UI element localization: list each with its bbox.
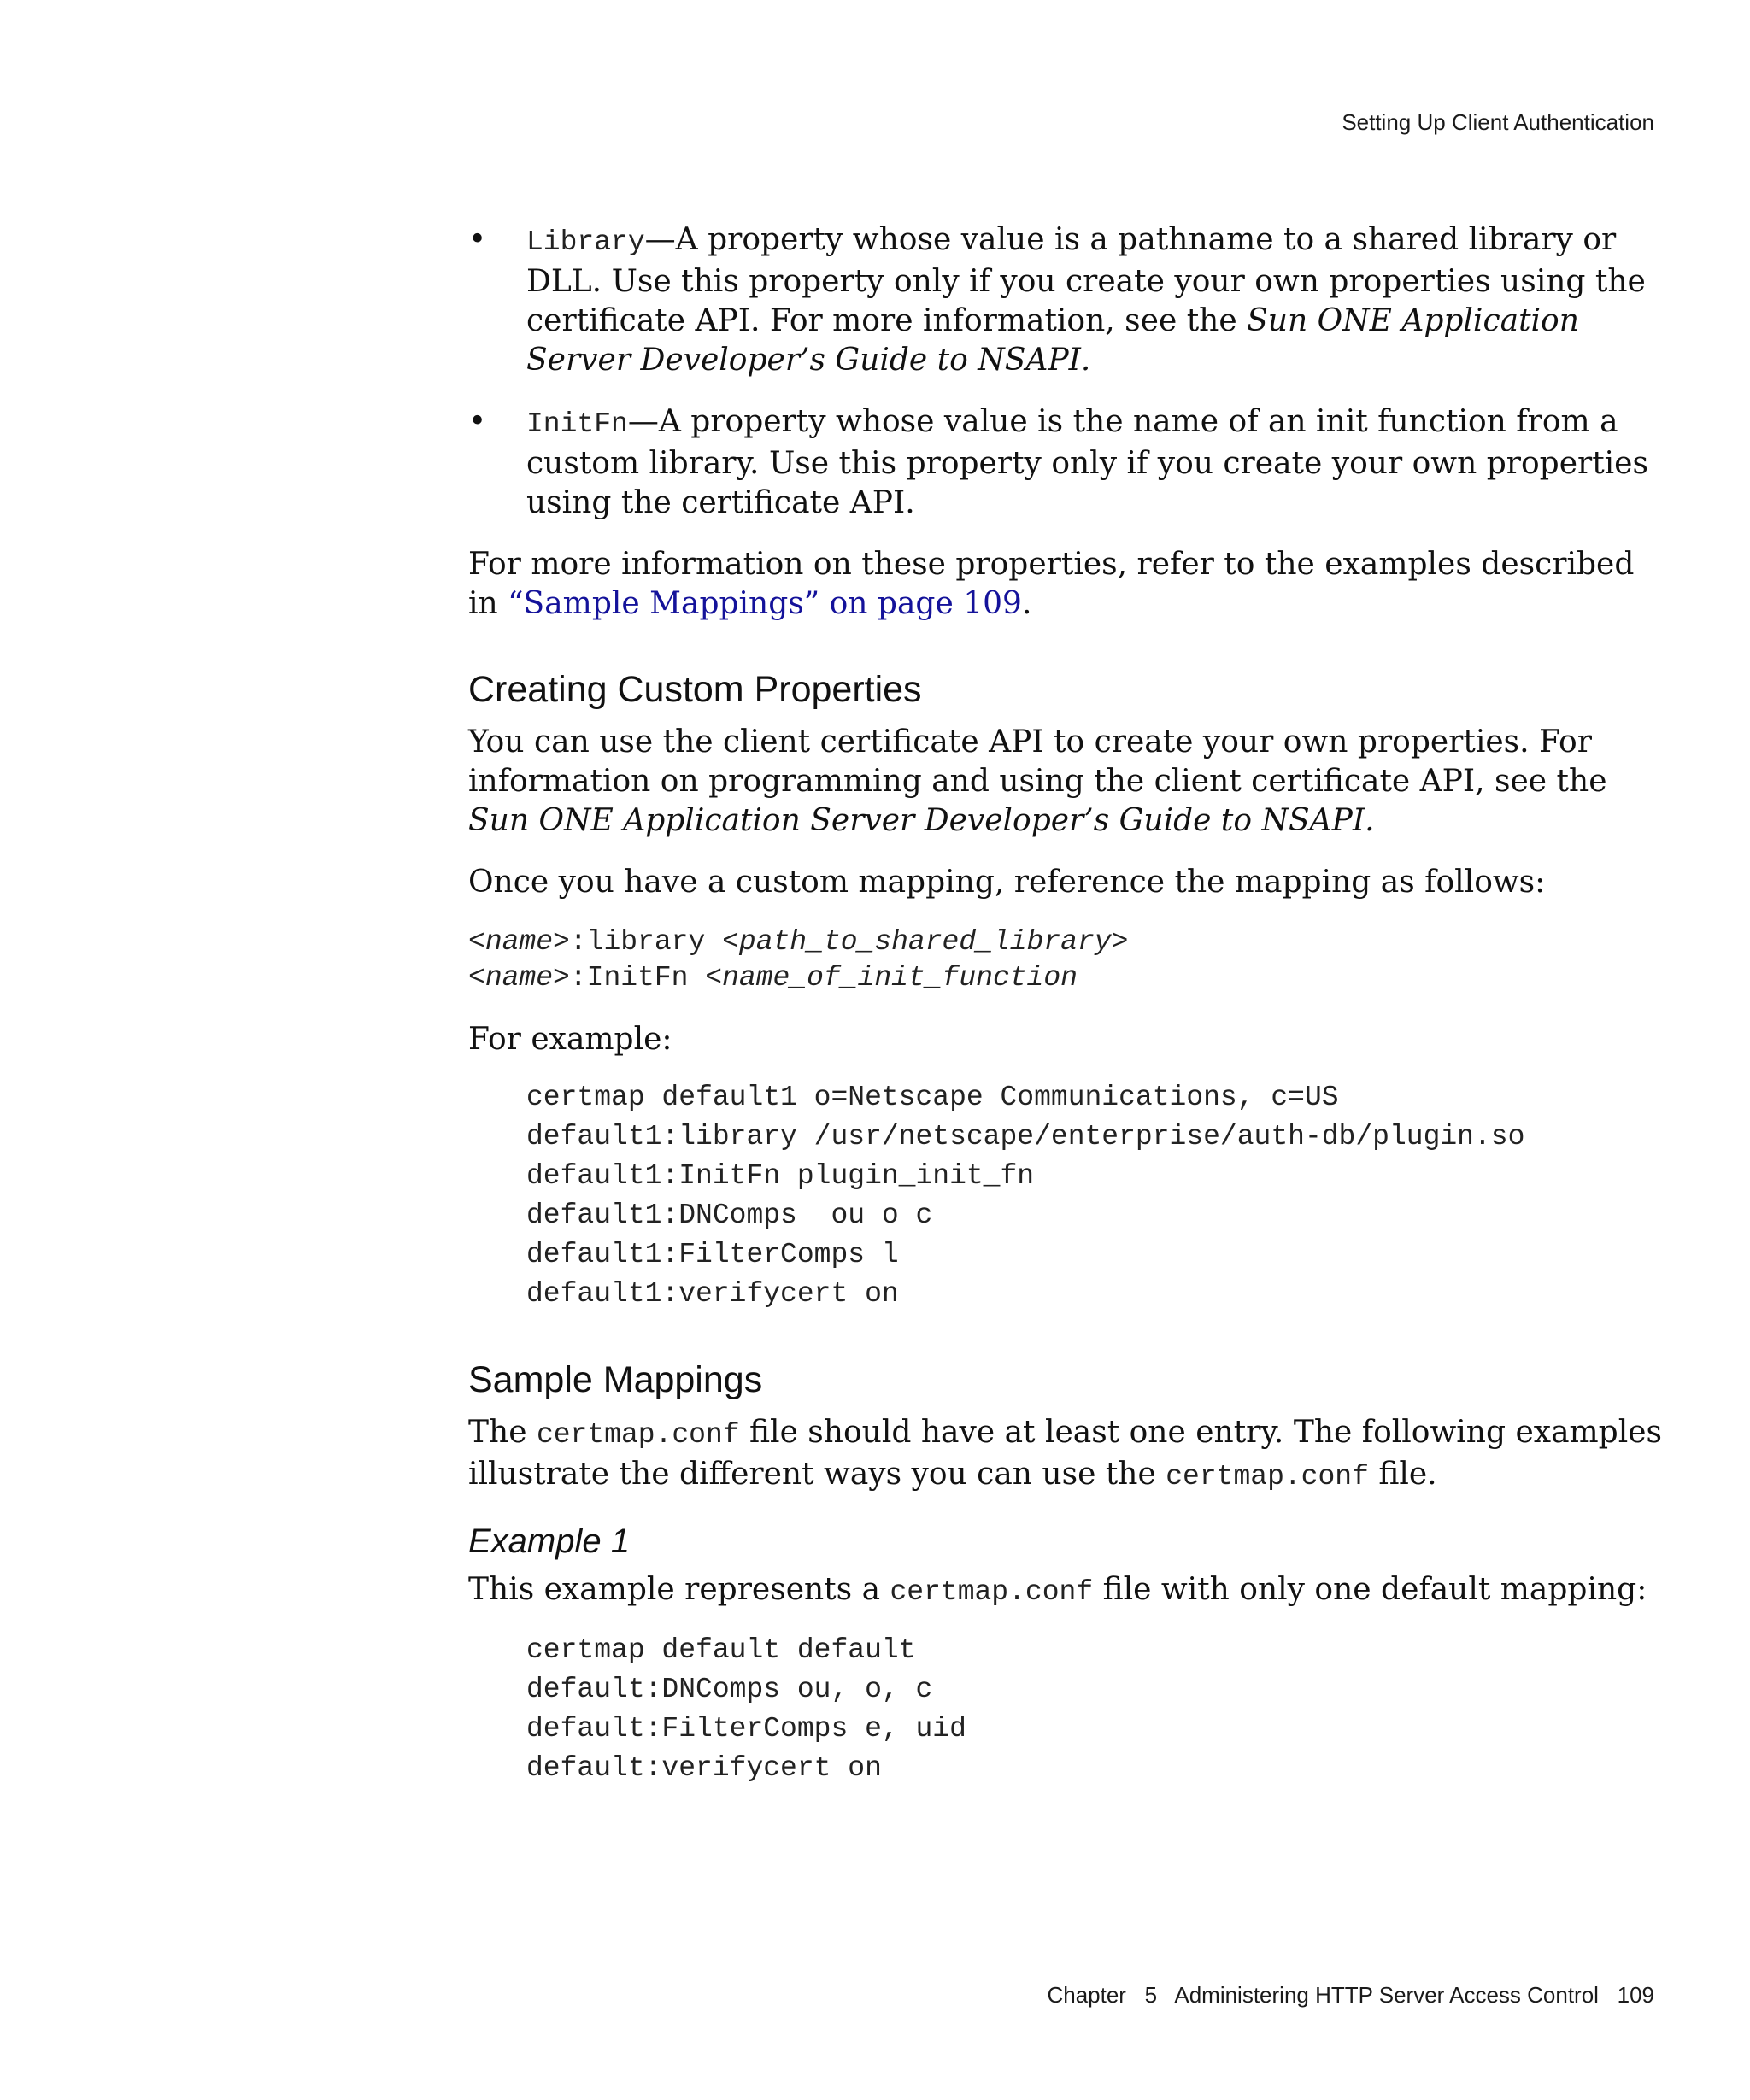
- paragraph-end: .: [1021, 586, 1032, 621]
- running-header: Setting Up Client Authentication: [1342, 109, 1654, 135]
- placeholder-name: name: [484, 962, 554, 994]
- bullet-text: —A property whose value is the name of an init function from a custom library. Use this property only if you create your own properties using the certificate API.: [526, 404, 1648, 520]
- property-name-initfn: InitFn: [526, 408, 628, 440]
- running-footer: [1047, 1982, 1654, 2009]
- code-line: default:verifycert on: [526, 1752, 882, 1784]
- example-1-paragraph: [468, 1570, 1665, 1612]
- sample-mappings-link[interactable]: “Sample Mappings” on page 109: [508, 586, 1022, 621]
- footer-chapter-title: Administering HTTP Server Access Control: [1174, 1982, 1599, 2008]
- syntax-line-library: <name>:library <path_to_shared_library>: [468, 926, 1129, 958]
- custom-properties-paragraph: [468, 723, 1665, 841]
- bullet-text: —A property whose value is a pathname to a shared library or DLL. Use this property only if you create your own properties using the certificate API. For more information, see the: [526, 222, 1646, 338]
- code-line: default1:InitFn plugin_init_fn: [526, 1160, 1035, 1192]
- paragraph-text: file with only one default mapping:: [1093, 1572, 1647, 1607]
- bullet-dot: •: [468, 222, 487, 257]
- example-1-heading: Example 1: [468, 1522, 630, 1560]
- code-line: default:FilterComps e, uid: [526, 1713, 966, 1745]
- syntax-block: [468, 924, 1665, 996]
- more-info-paragraph: [468, 545, 1665, 624]
- footer-chapter-number: 5: [1144, 1982, 1158, 2008]
- code-line: certmap default default: [526, 1634, 916, 1666]
- filename-code: certmap.conf: [536, 1419, 740, 1451]
- paragraph-text: The: [468, 1415, 537, 1450]
- paragraph-text: For more information on these properties, refer to the examples described in: [468, 547, 1635, 621]
- placeholder-name: name: [484, 926, 554, 958]
- bullet-text-end: .: [1080, 343, 1091, 378]
- placeholder-function: name_of_init_function: [722, 962, 1078, 994]
- footer-chapter-label: Chapter: [1047, 1982, 1126, 2008]
- code-line: certmap default1 o=Netscape Communications, c=US: [526, 1082, 1339, 1113]
- mapping-intro-paragraph: Once you have a custom mapping, reference the mapping as follows:: [468, 865, 1546, 900]
- sample-mappings-paragraph: [468, 1413, 1665, 1497]
- page-number: 109: [1617, 1982, 1654, 2008]
- paragraph-end: file.: [1368, 1457, 1437, 1492]
- syntax-keyword: :library: [569, 926, 723, 958]
- example-1-code: [526, 1631, 1665, 1788]
- bullet-library: [468, 220, 1665, 380]
- paragraph-end: .: [1365, 803, 1375, 838]
- property-name-library: Library: [526, 226, 645, 258]
- code-line: default:DNComps ou, o, c: [526, 1674, 933, 1705]
- paragraph-text: This example represents a: [468, 1572, 890, 1607]
- syntax-keyword: :InitFn: [569, 962, 706, 994]
- section-heading-sample-mappings: Sample Mappings: [468, 1359, 763, 1400]
- page-body: [468, 220, 1665, 1814]
- custom-example-code: [526, 1078, 1665, 1314]
- book-title: Sun ONE Application Server Developer’s Guide to NSAPI: [526, 303, 1579, 378]
- syntax-line-initfn: <name>:InitFn <name_of_init_function: [468, 962, 1078, 994]
- placeholder-path: path_to_shared_library: [738, 926, 1112, 958]
- paragraph-text: file should have at least one entry. The following examples illustrate the different ways you can use the: [468, 1415, 1663, 1492]
- bullet-dot: •: [468, 404, 487, 439]
- paragraph-text: You can use the client certificate API to create your own properties. For information on programming and using the client certificate API, see the: [468, 724, 1607, 799]
- section-heading-custom-properties: Creating Custom Properties: [468, 669, 922, 710]
- filename-code: certmap.conf: [1166, 1461, 1369, 1493]
- code-line: default1:FilterComps l: [526, 1239, 899, 1270]
- for-example-label: For example:: [468, 1022, 672, 1057]
- bullet-initfn: [468, 402, 1665, 523]
- code-line: default1:verifycert on: [526, 1278, 899, 1310]
- filename-code: certmap.conf: [890, 1576, 1094, 1608]
- code-line: default1:DNComps ou o c: [526, 1200, 933, 1231]
- book-title: Sun ONE Application Server Developer’s Guide to NSAPI: [468, 803, 1365, 838]
- code-line: default1:library /usr/netscape/enterprise/auth-db/plugin.so: [526, 1121, 1525, 1153]
